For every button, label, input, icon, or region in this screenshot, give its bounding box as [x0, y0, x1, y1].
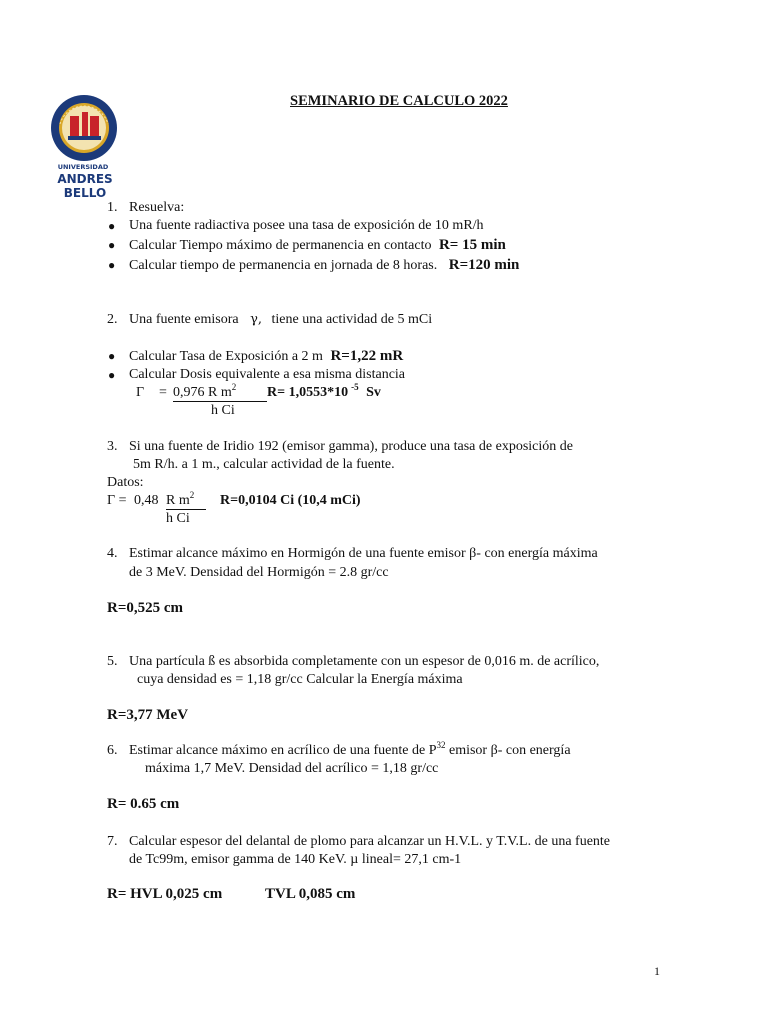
q4-line-2: de 3 MeV. Densidad del Hormigón = 2.8 gr/cc: [129, 565, 389, 580]
q2-number: 2.: [107, 312, 118, 327]
q3-line-2: 5m R/h. a 1 m., calcular actividad de la fuente.: [133, 457, 395, 472]
university-logo: [38, 92, 138, 200]
q5-answer: R=3,77 MeV: [107, 707, 189, 723]
bullet-icon: ●: [108, 219, 116, 233]
q7-answer-hvl: R= HVL 0,025 cm: [107, 886, 223, 902]
q2-answer: [267, 384, 381, 402]
q2-bullet-1: [129, 347, 403, 366]
q3-fraction-numerator-text: R m: [166, 493, 190, 508]
q1-bullet-3-text: Calcular tiempo de permanencia en jornada de 8 horas.: [129, 258, 438, 273]
q2-bullet-2: Calcular Dosis equivalente a esa misma distancia: [129, 367, 406, 382]
q2-answer-sup: -5: [351, 382, 359, 392]
q2-fraction-denominator: h Ci: [211, 403, 235, 418]
q3-fraction-denominator: h Ci: [166, 511, 190, 526]
q1-number: 1.: [107, 200, 118, 215]
bullet-icon: ●: [108, 368, 116, 382]
q1-bullet-3-answer: R=120 min: [448, 257, 520, 273]
q2-equals: =: [159, 385, 167, 400]
q1-bullet-2-text: Calcular Tiempo máximo de permanencia en contacto: [129, 238, 432, 253]
q2-text-b: tiene una actividad de 5 mCi: [271, 312, 433, 327]
q7-answer-tvl: TVL 0,085 cm: [265, 886, 356, 902]
q1-bullet-1: Una fuente radiactiva posee una tasa de exposición de 10 mR/h: [129, 218, 484, 233]
q6-line-1-sup: 32: [436, 740, 446, 750]
q6-answer: R= 0.65 cm: [107, 796, 180, 812]
q6-line-2: máxima 1,7 MeV. Densidad del acrílico = 1,18 gr/cc: [145, 761, 439, 776]
logo-line1: UNIVERSIDAD: [57, 163, 109, 171]
q3-fraction-numerator-sup: 2: [189, 490, 195, 500]
q3-fraction-numerator: [166, 492, 206, 510]
q1-bullet-2-answer: R= 15 min: [438, 237, 506, 253]
q3-datos-label: Datos:: [107, 475, 144, 490]
q4-number: 4.: [107, 546, 118, 561]
q3-gamma-symbol: Γ =: [107, 493, 127, 508]
logo-line2: ANDRES BELLO: [57, 172, 113, 200]
q5-line-1: Una partícula ß es absorbida completamente con un espesor de 0,016 m. de acrílico,: [129, 654, 600, 669]
q2-fraction-numerator-sup: 2: [231, 382, 237, 392]
q7-number: 7.: [107, 834, 118, 849]
q3-line-1: Si una fuente de Iridio 192 (emisor gamma), produce una tasa de exposición de: [129, 439, 573, 454]
q3-answer: R=0,0104 Ci (10,4 mCi): [220, 493, 361, 508]
q1-text: Resuelva:: [129, 200, 185, 215]
q2-fraction-numerator: [173, 384, 267, 402]
bullet-icon: ●: [108, 258, 116, 272]
q6-line-1-text-b: emisor β- con energía: [445, 743, 571, 758]
q2-answer-text: R= 1,0553*10: [267, 385, 349, 400]
university-seal-icon: [38, 92, 138, 162]
q1-bullet-2: [129, 236, 506, 255]
page-number: 1: [654, 964, 660, 978]
q3-constant: 0,48: [134, 493, 159, 508]
q2-text-a: Una fuente emisora: [129, 312, 239, 327]
q5-number: 5.: [107, 654, 118, 669]
page-title: SEMINARIO DE CALCULO 2022: [290, 93, 508, 109]
q2-fraction-numerator-text: 0,976 R m: [173, 385, 232, 400]
q2-answer-unit: Sv: [366, 385, 381, 400]
q4-answer: R=0,525 cm: [107, 600, 184, 616]
q6-line-1: [129, 742, 571, 760]
bullet-icon: ●: [108, 349, 116, 363]
q2-bullet-1-text: Calcular Tasa de Exposición a 2 m: [129, 349, 323, 364]
q6-number: 6.: [107, 743, 118, 758]
q2-symbol: γ,: [250, 312, 263, 327]
q2-bullet-1-answer: R=1,22 mR: [330, 348, 404, 364]
q3-number: 3.: [107, 439, 118, 454]
q1-bullet-3: [129, 256, 519, 275]
q2-gamma-symbol: Γ: [136, 385, 145, 400]
bullet-icon: ●: [108, 238, 116, 252]
q7-line-2: de Tc99m, emisor gamma de 140 KeV. µ lineal= 27,1 cm-1: [129, 852, 462, 867]
q6-line-1-text-a: Estimar alcance máximo en acrílico de una fuente de P: [129, 743, 437, 758]
q5-line-2: cuya densidad es = 1,18 gr/cc Calcular la Energía máxima: [137, 672, 463, 687]
q7-line-1: Calcular espesor del delantal de plomo para alcanzar un H.V.L. y T.V.L. de una fuente: [129, 834, 611, 849]
q4-line-1: Estimar alcance máximo en Hormigón de una fuente emisor β- con energía máxima: [129, 546, 598, 561]
q2-text: [129, 311, 432, 329]
